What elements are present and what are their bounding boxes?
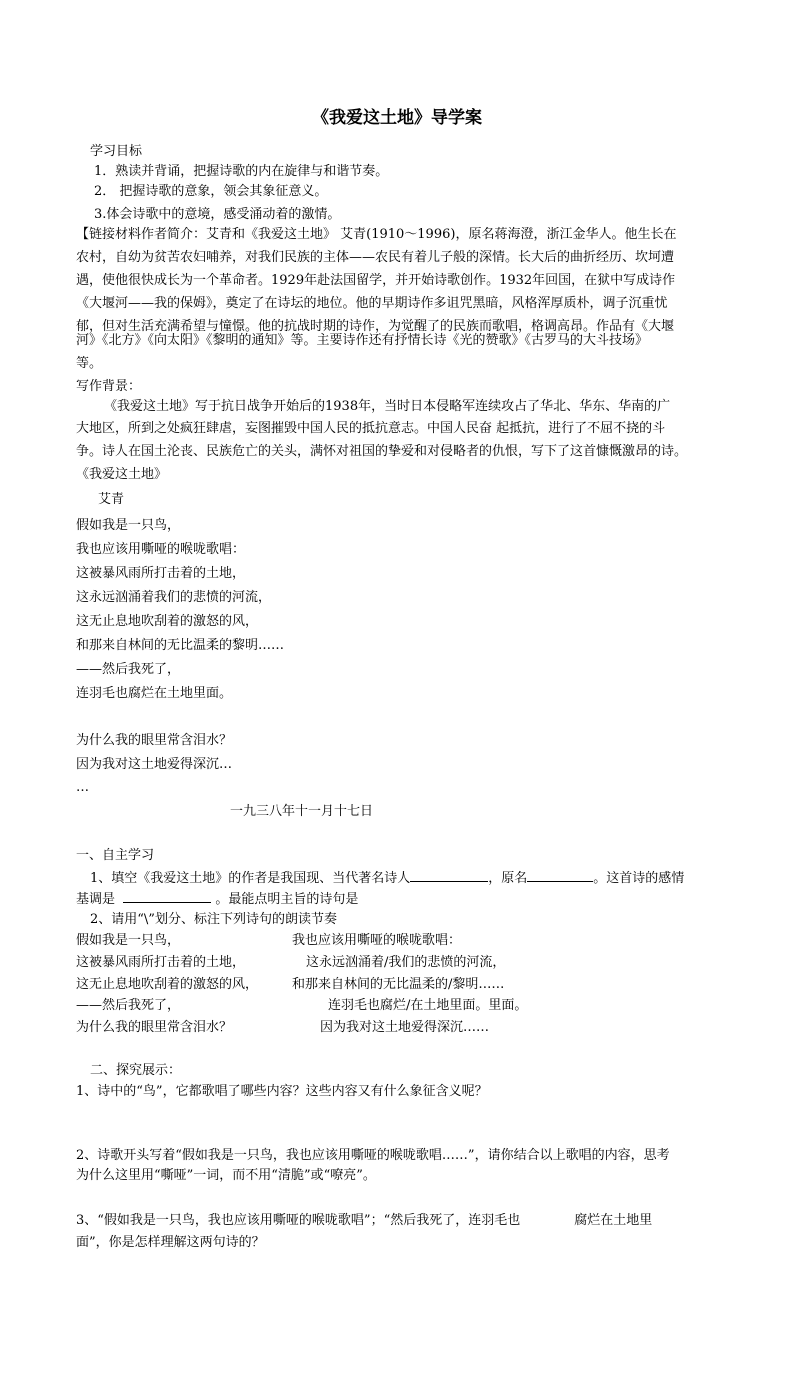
- original-name-blank[interactable]: [527, 868, 593, 882]
- author-intro-line: 等。: [76, 356, 103, 371]
- objective-item: 1．熟读并背诵，把握诗歌的内在旋律与和谐节奏。: [94, 164, 389, 179]
- explore-question-2-line2: 为什么这里用“嘶哑”一词，而不用“清脆”或“嘹亮”。: [76, 1168, 376, 1183]
- poem-author: 艾青: [98, 492, 125, 507]
- author-intro-line: 农村，自幼为贫苦农妇哺养，对我们民族的主体——农民有着儿子般的深情。长大后的曲折经历、坎坷遭: [76, 250, 675, 265]
- background-line: 大地区，所到之处疯狂肆虐，妄图摧毁中国人民的抵抗意志。中国人民奋 起抵抗，进行了不屈不挠的斗: [76, 421, 666, 436]
- rhythm-line-left: ——然后我死了，: [76, 998, 181, 1013]
- rhythm-line-left: 为什么我的眼里常含泪水？: [76, 1020, 233, 1035]
- rhythm-line-right: 我也应该用嘶哑的喉咙歌唱：: [292, 933, 462, 948]
- explore-question-2-line1: 2、诗歌开头写着“假如我是一只鸟，我也应该用嘶哑的喉咙歌唱……”，请你结合以上歌唱的内容，思考: [76, 1148, 670, 1163]
- background-line: 《我爱这土地》写于抗日战争开始后的1938年，当时日本侵略军连续攻占了华北、华东、华南的广: [104, 399, 671, 414]
- author-intro-line: 郁，但对生活充满希望与憧憬。他的抗战时期的诗作，为觉醒了的民族而歌唱，格调高昂。作品有《大堰: [76, 319, 675, 334]
- rhythm-line-left: 假如我是一只鸟，: [76, 933, 181, 948]
- author-intro-line: 《大堰河——我的保姆》，奠定了在诗坛的地位。他的早期诗作多诅咒黑暗，风格浑厚质朴，调子沉重忧: [76, 296, 668, 311]
- section1-heading: 一、自主学习: [76, 848, 155, 863]
- poem-line: 这永远汹涌着我们的悲愤的河流，: [76, 590, 272, 605]
- author-intro-line: 遇，使他很快成长为一个革命者。1929年赴法国留学，并开始诗歌创作。1932年回国，在狱中写成诗作: [76, 273, 676, 288]
- rhythm-line-right: 因为我对这土地爱得深沉……: [320, 1020, 490, 1035]
- poem-line: 假如我是一只鸟，: [76, 518, 181, 533]
- explore-question-1: 1、诗中的“鸟”，它都歌唱了哪些内容？这些内容又有什么象征含义呢？: [76, 1084, 488, 1099]
- emotion-tone-blank[interactable]: [123, 889, 211, 903]
- poem-date: 一九三八年十一月十七日: [230, 804, 374, 819]
- rhythm-line-right: 连羽毛也腐烂/在土地里面。里面。: [328, 998, 528, 1013]
- rhythm-question: 2、请用“\”划分、标注下列诗句的朗读节奏: [90, 912, 337, 927]
- fill-in-question-line2: 基调是 。最能点明主旨的诗句是: [76, 889, 358, 909]
- rhythm-line-left: 这被暴风雨所打击着的土地，: [76, 955, 246, 970]
- objective-item: 2． 把握诗歌的意象，领会其象征意义。: [94, 184, 328, 199]
- page-title: 《我爱这土地》导学案: [312, 108, 482, 128]
- objectives-heading: 学习目标: [90, 144, 143, 159]
- poet-name-blank[interactable]: [410, 868, 488, 882]
- fill-in-question-line1: 1、填空《我爱这土地》的作者是我国现、当代著名诗人 ，原名 。这首诗的感情: [90, 868, 684, 888]
- poem-line: …: [76, 780, 89, 795]
- poem-line: ——然后我死了，: [76, 662, 181, 677]
- poem-line: 因为我对这土地爱得深沉…: [76, 757, 233, 772]
- poem-line: 为什么我的眼里常含泪水？: [76, 733, 233, 748]
- poem-line: 连羽毛也腐烂在土地里面。: [76, 686, 233, 701]
- poem-line: 和那来自林间的无比温柔的黎明……: [76, 638, 285, 653]
- explore-question-3-line2: 面”，你是怎样理解这两句诗的？: [76, 1235, 265, 1250]
- rhythm-line-right: 这永远汹涌着/我们的悲愤的河流，: [306, 955, 506, 970]
- explore-question-3-line1: 3、“假如我是一只鸟，我也应该用嘶哑的喉咙歌唱”；“然后我死了，连羽毛也 腐烂在土地里: [76, 1213, 653, 1228]
- poem-line: 这无止息地吹刮着的激怒的风，: [76, 614, 259, 629]
- author-intro-line: 河》《北方》《向太阳》《黎明的通知》等。主要诗作还有抒情长诗《光的赞歌》《古罗马的大斗技场》: [76, 333, 649, 348]
- poem-title: 《我爱这土地》: [76, 467, 168, 482]
- rhythm-line-left: 这无止息地吹刮着的激怒的风，: [76, 977, 259, 992]
- author-intro-line: 【链接材料作者简介：艾青和《我爱这土地》 艾青(1910～1996)，原名蒋海澄，浙江金华人。他生长在: [76, 227, 677, 242]
- background-heading: 写作背景：: [76, 379, 142, 394]
- rhythm-line-right: 和那来自林间的无比温柔的/黎明……: [292, 977, 505, 992]
- background-line: 争。诗人在国土沦丧、民族危亡的关头，满怀对祖国的挚爱和对侵略者的仇恨，写下了这首慷慨激昂的诗。: [76, 444, 688, 459]
- section2-heading: 二、探究展示：: [90, 1063, 182, 1078]
- objective-item: 3.体会诗歌中的意境，感受涌动着的激情。: [94, 207, 341, 222]
- poem-line: 我也应该用嘶哑的喉咙歌唱：: [76, 542, 246, 557]
- poem-line: 这被暴风雨所打击着的土地，: [76, 566, 246, 581]
